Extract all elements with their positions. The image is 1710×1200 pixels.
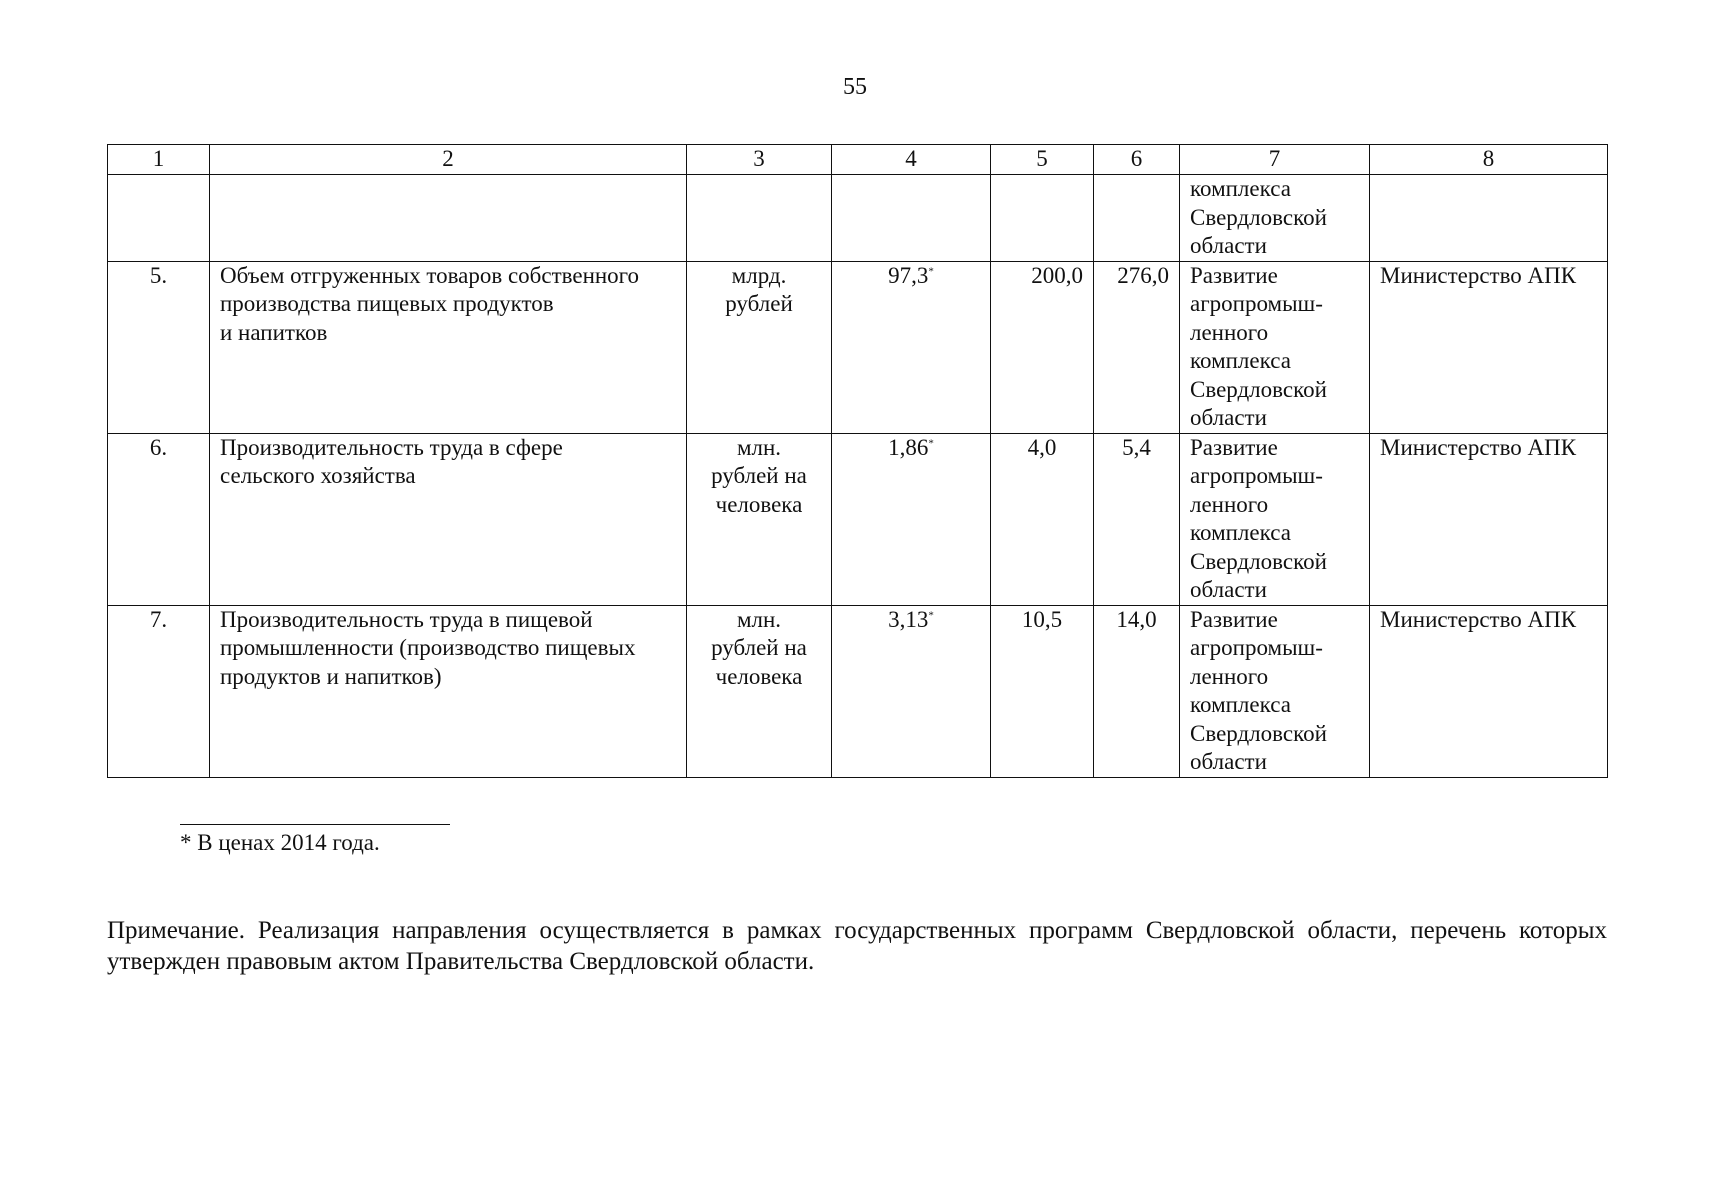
base-value: 97,3	[888, 262, 929, 288]
indicator-line: производства пищевых продуктов	[220, 291, 554, 316]
empty-cell	[832, 175, 991, 262]
program-line: агропромыш-	[1190, 463, 1323, 488]
target-value-2: 276,0	[1094, 261, 1180, 433]
target-value-2: 5,4	[1094, 433, 1180, 605]
indicator-line: Объем отгруженных товаров собственного	[220, 262, 640, 288]
empty-cell	[108, 175, 210, 262]
unit-line: млн.	[736, 606, 782, 632]
indicator-line: промышленности (производство пищевых	[220, 635, 636, 660]
header-cell: 4	[832, 145, 991, 175]
unit-cell	[687, 433, 832, 605]
note-paragraph: Примечание. Реализация направления осуществляется в рамках государственных программ Свердловской области, перечень которых утвержден правовым актом Правительства Свердловской области.	[107, 917, 1607, 975]
continuation-row	[108, 175, 1608, 262]
table-header-row	[108, 145, 1608, 175]
unit-cell	[687, 605, 832, 777]
unit-line: рублей на	[711, 635, 807, 660]
unit-line: человека	[715, 491, 803, 517]
row-number: 5.	[108, 261, 210, 433]
table-row	[108, 433, 1608, 605]
indicator-cell	[210, 433, 687, 605]
target-value-1: 10,5	[991, 605, 1094, 777]
program-line: ленного	[1190, 663, 1269, 689]
header-cell: 3	[687, 145, 832, 175]
target-value-2: 14,0	[1094, 605, 1180, 777]
footnote-mark: *	[928, 608, 934, 621]
unit-cell	[687, 261, 832, 433]
indicator-line: Производительность труда в пищевой	[220, 606, 593, 632]
header-cell: 7	[1180, 145, 1370, 175]
footnote-mark: *	[928, 264, 934, 277]
program-line: Свердловской	[1190, 376, 1327, 402]
target-value-1: 4,0	[991, 433, 1094, 605]
unit-line: рублей на	[711, 463, 807, 488]
program-line: агропромыш-	[1190, 291, 1323, 316]
empty-cell	[1094, 175, 1180, 262]
table-row	[108, 261, 1608, 433]
header-cell: 6	[1094, 145, 1180, 175]
unit-line: млрд.	[731, 262, 787, 288]
program-cell	[1180, 261, 1370, 433]
base-value: 1,86	[888, 434, 929, 460]
program-line: области	[1190, 577, 1267, 602]
program-line: Свердловской	[1190, 720, 1327, 746]
responsible-cell: Министерство АПК	[1370, 261, 1608, 433]
footnote-divider	[180, 824, 450, 825]
base-value: 3,13	[888, 606, 929, 632]
unit-line: рублей	[725, 291, 793, 316]
indicator-line: продуктов и напитков)	[220, 663, 442, 689]
program-line: области	[1190, 405, 1267, 430]
header-cell: 2	[210, 145, 687, 175]
empty-cell	[991, 175, 1094, 262]
table-row	[108, 605, 1608, 777]
empty-cell	[687, 175, 832, 262]
responsible-cell: Министерство АПК	[1370, 605, 1608, 777]
header-cell: 8	[1370, 145, 1608, 175]
row-number: 7.	[108, 605, 210, 777]
empty-cell	[1370, 175, 1608, 262]
program-line: Свердловской	[1190, 548, 1327, 574]
indicator-cell	[210, 261, 687, 433]
indicators-table	[107, 144, 1608, 778]
program-line: Развитие	[1190, 606, 1278, 632]
indicator-line: Производительность труда в сфере	[220, 434, 563, 460]
row-number: 6.	[108, 433, 210, 605]
target-value-1: 200,0	[991, 261, 1094, 433]
program-line: области	[1190, 233, 1267, 258]
program-line: Развитие	[1190, 262, 1278, 288]
program-line: Свердловской	[1190, 204, 1327, 230]
program-line: области	[1190, 749, 1267, 774]
base-value-cell	[832, 261, 991, 433]
program-cell	[1180, 605, 1370, 777]
program-line: комплекса	[1190, 692, 1291, 717]
footnote-mark: *	[928, 436, 934, 449]
program-line: комплекса	[1190, 520, 1291, 545]
program-cell	[1180, 175, 1370, 262]
indicator-line: сельского хозяйства	[220, 463, 416, 488]
base-value-cell	[832, 433, 991, 605]
indicator-line: и напитков	[220, 319, 328, 345]
header-cell: 1	[108, 145, 210, 175]
program-line: комплекса	[1190, 176, 1291, 201]
empty-cell	[210, 175, 687, 262]
indicator-cell	[210, 605, 687, 777]
program-line: ленного	[1190, 319, 1269, 345]
base-value-cell	[832, 605, 991, 777]
header-cell: 5	[991, 145, 1094, 175]
page-number: 55	[843, 74, 867, 100]
program-line: Развитие	[1190, 434, 1278, 460]
program-line: комплекса	[1190, 348, 1291, 373]
responsible-cell: Министерство АПК	[1370, 433, 1608, 605]
unit-line: человека	[715, 663, 803, 689]
footnote: * В ценах 2014 года.	[180, 830, 380, 855]
program-line: агропромыш-	[1190, 635, 1323, 660]
program-line: ленного	[1190, 491, 1269, 517]
unit-line: млн.	[736, 434, 782, 460]
program-cell	[1180, 433, 1370, 605]
